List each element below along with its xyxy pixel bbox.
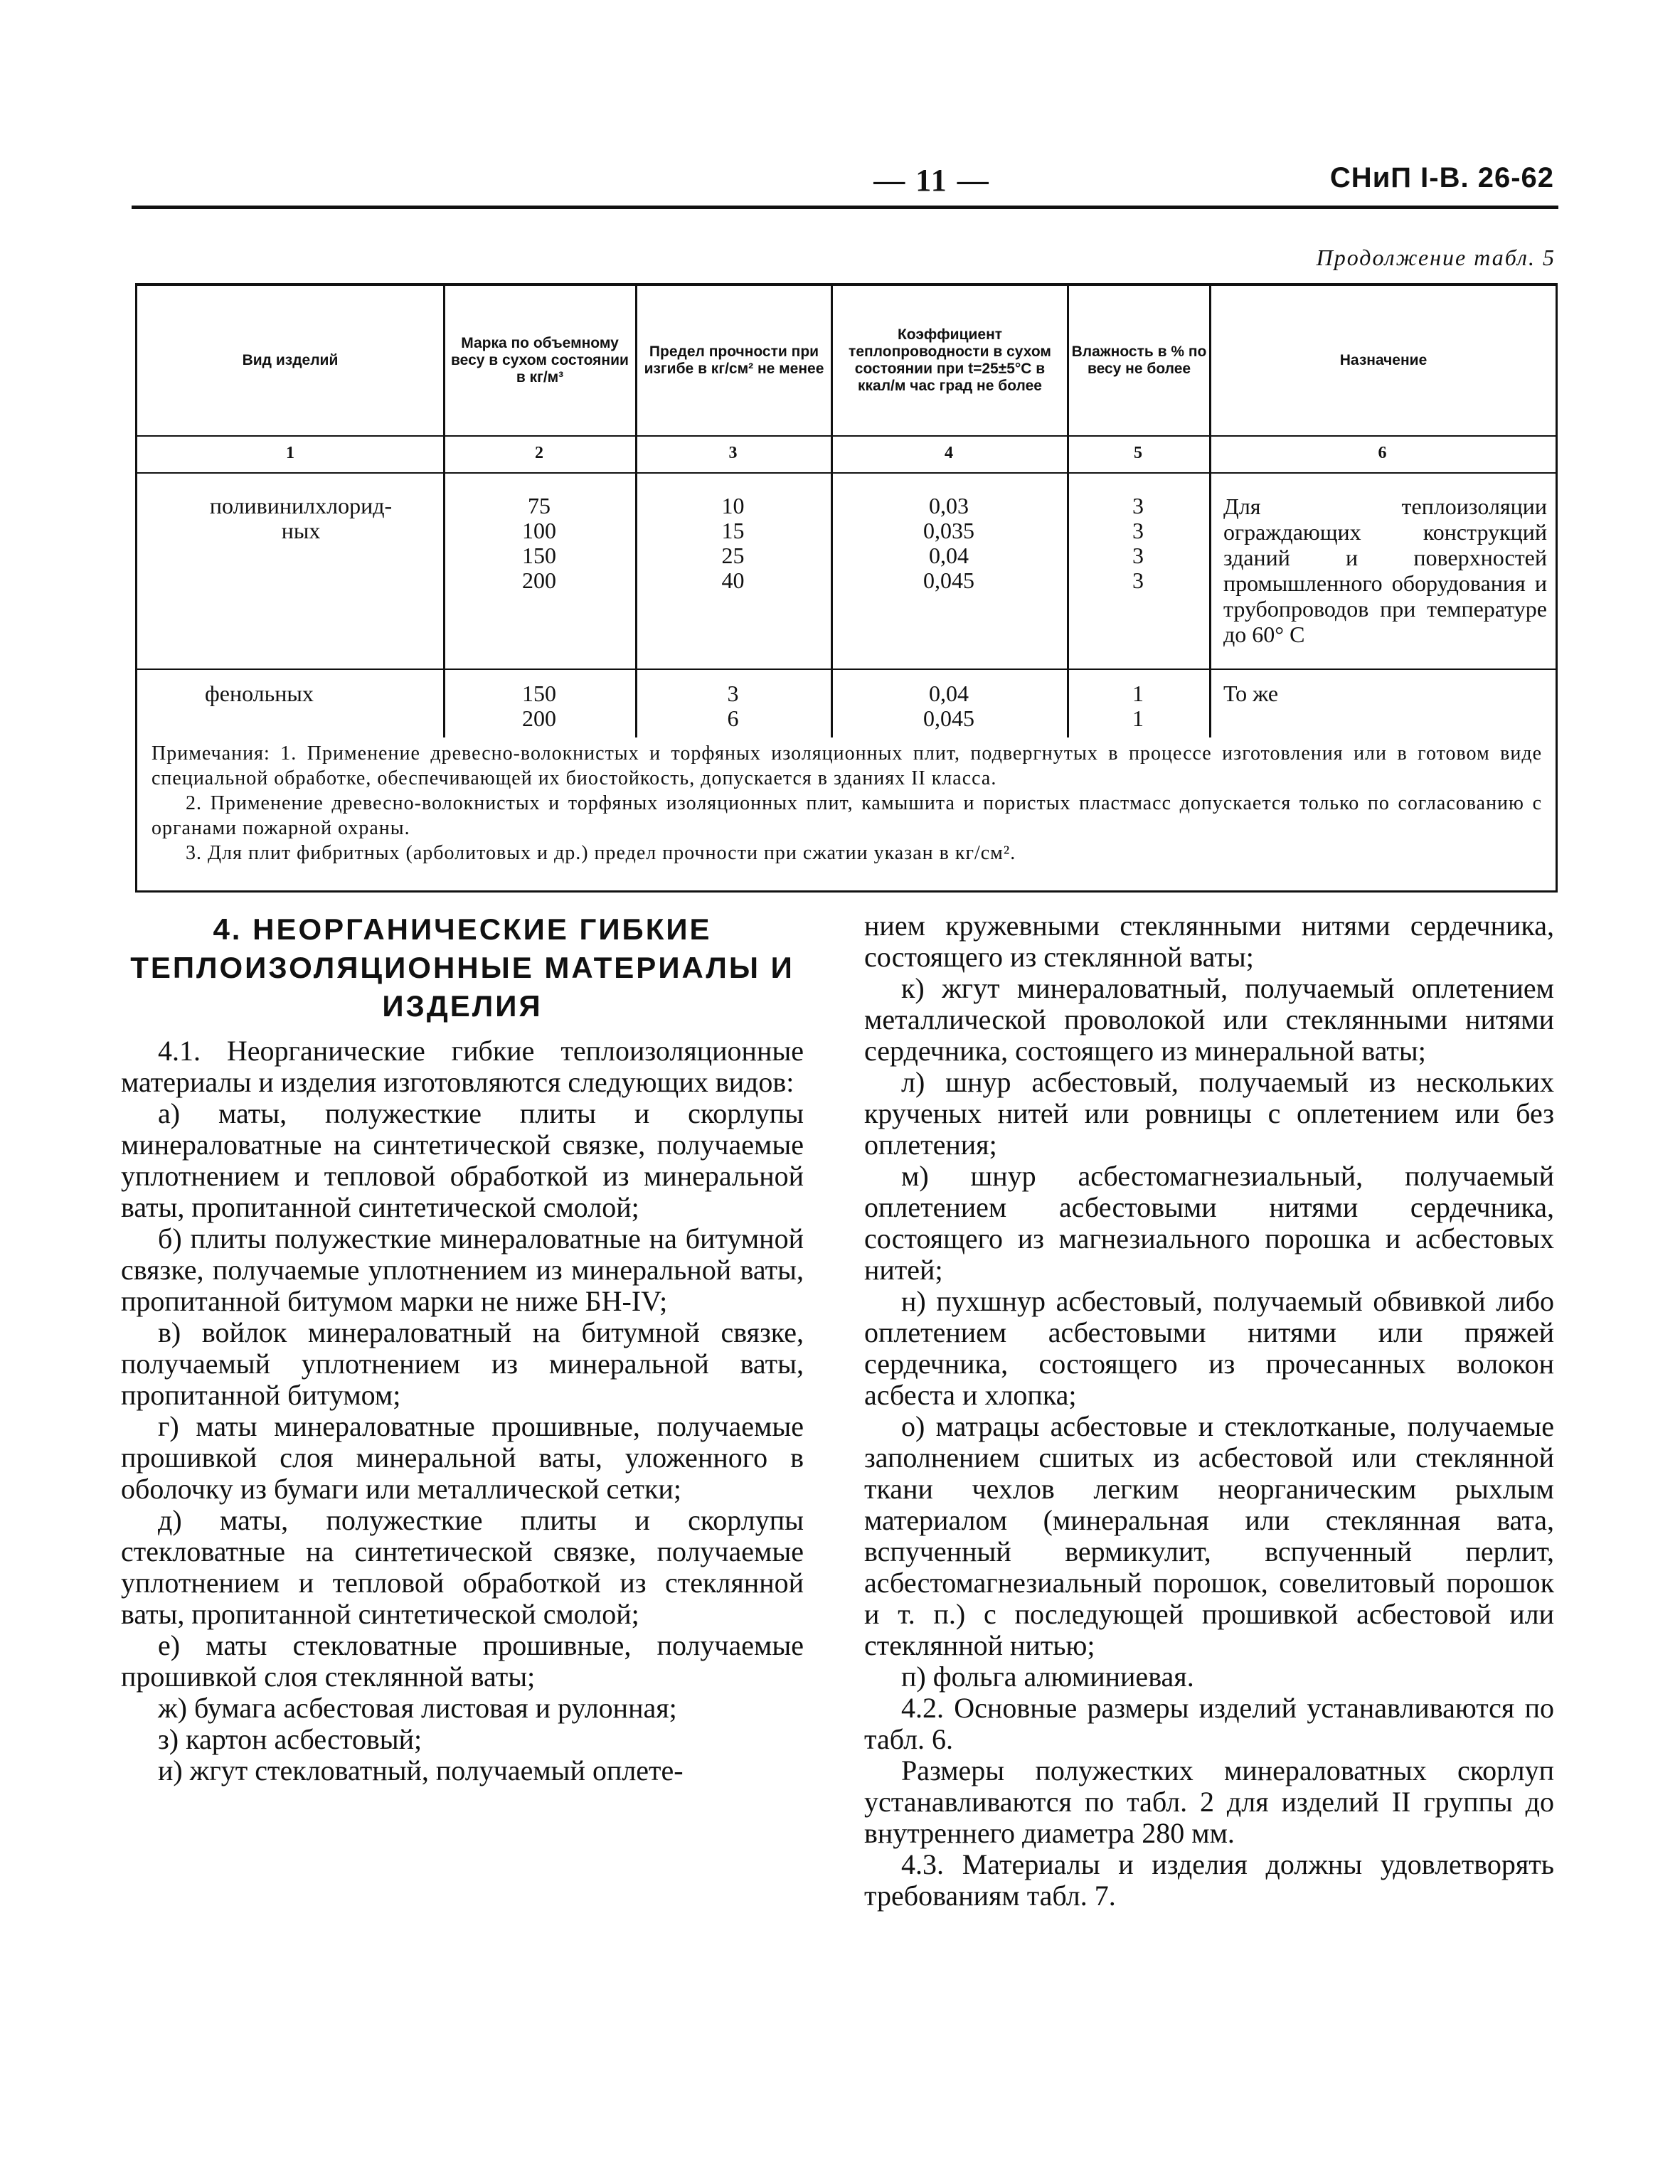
- row-density-grade: 150 200: [522, 681, 556, 731]
- paragraph: ж) бумага асбестовая листовая и рулонная;: [158, 1692, 677, 1724]
- note-2: 2. Применение древесно-волокнистых и торфяных изоляционных плит, камышита и пористых пластмасс допускается только по согласованию с органами пожарной охраны.: [151, 792, 1542, 839]
- row-bending-strength: 10 15 25 40: [721, 493, 745, 593]
- paragraph: н) пухшнур асбестовый, получаемый обвивкой либо оплетением асбестовыми нитями или пряжей сердечника, состоящего из прочесанных волокон асбеста и хлопка;: [864, 1285, 1554, 1411]
- row-purpose: То же: [1223, 681, 1279, 706]
- row-purpose: [1223, 494, 1547, 647]
- paragraph: е) маты стекловатные прошивные, получаемые прошивкой слоя стеклянной ваты;: [121, 1629, 804, 1693]
- paragraph: а) маты, полужесткие плиты и скорлупы минераловатные на синтетической связке, получаемые уплотнением и тепловой обработкой из минеральной ваты, пропитанной синтетической смолой;: [121, 1097, 804, 1223]
- paragraph: о) матрацы асбестовые и стеклотканые, получаемые заполнением сшитых из асбестовой или стеклянной ткани чехлов легким неорганическим рыхлым материалом (минеральная или стеклянная вата, вспученный вермикулит, вспученный перлит, асбестомагнезиальный порошок, совелитовый порошок и т. п.) с последующей прошивкой асбестовой или стеклянной нитью;: [864, 1410, 1554, 1661]
- column-header-product-type: Вид изделий: [242, 352, 339, 368]
- header-bottom-rule: [137, 435, 1556, 437]
- paragraph: Размеры полужестких минераловатных скорлуп устанавливаются по табл. 2 для изделий II группы до внутреннего диаметра 280 мм.: [864, 1754, 1554, 1849]
- row-purpose-text: Для теплоизоляции ограждающих конструкций зданий и поверхностей промышленного оборудования и трубопроводов при температуре до 60° С: [1223, 494, 1547, 647]
- paragraph: нием кружевными стеклянными нитями сердечника, состоящего из стеклянной ваты;: [864, 910, 1554, 973]
- page-number: — 11 —: [873, 163, 990, 198]
- row-density-grade: 75 100 150 200: [522, 493, 556, 593]
- row-separator: [137, 668, 1556, 670]
- paragraph: 4.3. Материалы и изделия должны удовлетворять требованиям табл. 7.: [864, 1848, 1554, 1912]
- paragraph: 4.2. Основные размеры изделий устанавливаются по табл. 6.: [864, 1692, 1554, 1755]
- paragraph: к) жгут минераловатный, получаемый оплетением металлической проволокой или стеклянными нитями сердечника, состоящего из минеральной ваты;: [864, 972, 1554, 1067]
- paragraph: и) жгут стекловатный, получаемый оплете-: [158, 1754, 684, 1786]
- paragraph: з) картон асбестовый;: [158, 1723, 422, 1755]
- paragraph: д) маты, полужесткие плиты и скорлупы стекловатные на синтетической связке, получаемые уплотнением и тепловой обработкой из стеклянной ваты, пропитанной синтетической смолой;: [121, 1504, 804, 1630]
- row-product-name: поливинилхлорид- ных: [209, 493, 393, 543]
- table-notes: [151, 741, 1542, 865]
- note-1: Примечания: 1. Применение древесно-волокнистых и торфяных изоляционных плит, подвергнутых в процессе изготовления или в готовом виде специальной обработке, обеспечивающей их биостойкость, допускается в зданиях II класса.: [151, 742, 1542, 789]
- column-number: 1: [286, 444, 294, 462]
- column-header-thermal-conductivity: Коэффициент теплопроводности в сухом состоянии при t=25±5°С в ккал/м час град не более: [849, 326, 1051, 394]
- column-header-purpose: Назначение: [1339, 352, 1428, 368]
- row-moisture: 3 3 3 3: [1132, 493, 1144, 593]
- row-product-name: фенольных: [205, 681, 314, 706]
- column-number: 3: [728, 444, 738, 462]
- table-5-continuation: [135, 283, 1558, 893]
- column-header-density-grade: Марка по объемному весу в сухом состоянии в кг/м³: [451, 335, 629, 385]
- table-continuation-label: Продолжение табл. 5: [1316, 245, 1556, 270]
- row-moisture: 1 1: [1132, 681, 1144, 731]
- row-thermal-conductivity: 0,04 0,045: [923, 681, 974, 731]
- document-code: СНиП I-В. 26-62: [1329, 162, 1554, 193]
- column-header-moisture: Влажность в % по весу не более: [1071, 343, 1207, 377]
- left-text-column: [121, 910, 804, 1786]
- note-3: 3. Для плит фибритных (арболитовых и др.) предел прочности при сжатии указан в кг/см².: [186, 842, 1016, 864]
- paragraph: б) плиты полужесткие минераловатные на битумной связке, получаемые уплотнением из минеральной ваты, пропитанной битумом марки не ниже БН-IV;: [121, 1222, 804, 1317]
- header-rule: [132, 206, 1558, 209]
- paragraph: 4.1. Неорганические гибкие теплоизоляционные материалы и изделия изготовляются следующих видов:: [121, 1035, 804, 1098]
- column-number: 2: [535, 444, 543, 462]
- column-number: 6: [1378, 444, 1387, 462]
- paragraph: п) фольга алюминиевая.: [901, 1661, 1194, 1693]
- column-header-bending-strength: Предел прочности при изгибе в кг/см² не менее: [644, 343, 824, 377]
- column-number-rule: [137, 472, 1556, 474]
- paragraph: м) шнур асбестомагнезиальный, получаемый оплетением асбестовыми нитями сердечника, состоящего из магнезиального порошка и асбестовых нитей;: [864, 1160, 1554, 1286]
- paragraph: л) шнур асбестовый, получаемый из нескольких крученых нитей или ровницы с оплетением или без оплетения;: [864, 1066, 1554, 1161]
- column-number: 4: [945, 444, 953, 462]
- column-number: 5: [1134, 444, 1142, 462]
- right-text-column: [864, 910, 1554, 1912]
- page-header: [132, 162, 1554, 205]
- row-bending-strength: 3 6: [727, 681, 739, 731]
- paragraph: в) войлок минераловатный на битумной связке, получаемый уплотнением из минеральной ваты, пропитанной битумом;: [121, 1316, 804, 1411]
- section-title: 4. НЕОРГАНИЧЕСКИЕ ГИБКИЕ ТЕПЛОИЗОЛЯЦИОННЫЕ МАТЕРИАЛЫ И ИЗДЕЛИЯ: [130, 912, 794, 1023]
- paragraph: г) маты минераловатные прошивные, получаемые прошивкой слоя минеральной ваты, уложенного в оболочку из бумаги или металлической сетки;: [121, 1410, 804, 1505]
- row-thermal-conductivity: 0,03 0,035 0,04 0,045: [923, 493, 974, 593]
